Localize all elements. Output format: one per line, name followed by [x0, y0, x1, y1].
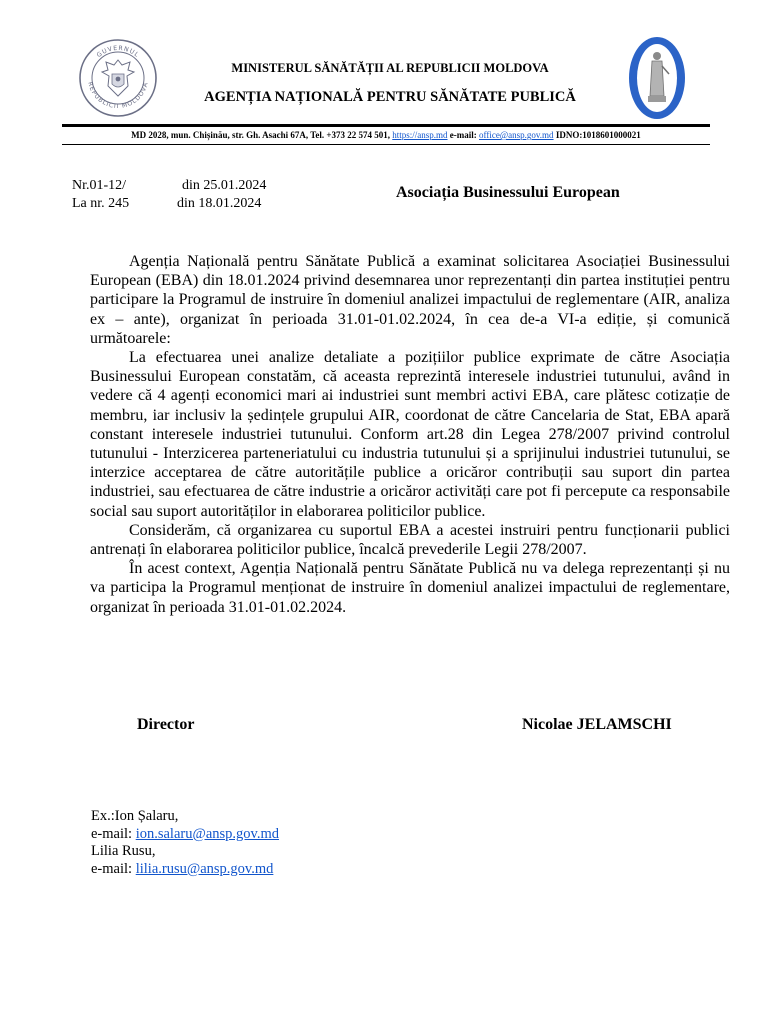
email-label: e-mail: — [447, 130, 480, 140]
paragraph: În acest context, Agenția Națională pentru Sănătate Publică nu va delega reprezentanți și nu va participa la Programul menționat de instruire în domeniul analizei impactului de reglementare, organizat în perioada 31.01-01.02.2024. — [90, 560, 730, 616]
idno-text: IDNO:1018601000021 — [553, 130, 641, 140]
website-link[interactable]: https://ansp.md — [392, 130, 448, 140]
paragraph: La efectuarea unei analize detaliate a pozițiilor publice exprimate de către Asociația Businessului European constatăm, că aceasta reprezintă interesele industriei tutunului, având in vedere că 4 agenți economici mari ai industriei sunt membri activi EBA, care plătesc cotizație de membru, iar inclusiv la ședințele grupului AIR, coordonat de către Cancelaria de Stat, EBA apară constant interesele industriei tutunului. Conform art.28 din Legea 278/2007 privind controlul tutunului - Interzicerea parteneriatului cu industria tutunului și a sprijinului industriei tutunului, se interzice acceptarea de către autoritățile publice a oricăror contribuții sau suport din partea industriei, sau efectuarea de către industrie a oricăror activități care pot fi percepute ca responsabile social sau suport autorităților in elaborarea politicilor publice. — [90, 349, 730, 520]
executor-name: Lilia Rusu, — [91, 843, 156, 859]
reference-number: Nr.01-12/ — [72, 178, 127, 193]
executor-email-link[interactable]: ion.salaru@ansp.gov.md — [135, 825, 279, 842]
seal-left-lettering: GUVERNUL — [95, 44, 141, 60]
executor-email-link[interactable]: lilia.rusu@ansp.gov.md — [135, 860, 274, 877]
header-rule-thick — [62, 124, 710, 127]
ministry-heading: MINISTERUL SĂNĂTĂȚII AL REPUBLICII MOLDOVA — [231, 61, 549, 75]
email-label: e-mail: — [91, 860, 136, 877]
agency-emblem-logo — [628, 36, 686, 120]
office-email-link[interactable]: office@ansp.gov.md — [479, 130, 554, 140]
email-label: e-mail: — [91, 825, 136, 842]
signature-name: Nicolae JELAMSCHI — [522, 716, 672, 733]
signature-title: Director — [137, 716, 195, 733]
svg-text:REPUBLICII MOLDOVA: REPUBLICII MOLDOVA — [86, 81, 150, 111]
executor-line: Ex.:Ion Șalaru, — [91, 808, 179, 824]
incoming-number: La nr. 245 — [72, 196, 130, 211]
contact-line — [62, 130, 710, 140]
reference-date: din 25.01.2024 — [182, 178, 267, 193]
paragraph: Agenția Națională pentru Sănătate Publică a examinat solicitarea Asociației Businessului European (EBA) din 18.01.2024 privind desemnarea unor reprezentanți din partea instituției pentru participare la Programul de instruire în domeniul analizei impactului de reglementare (AIR, analiza ex – ante), organizat în perioada 31.01-01.02.2024, în cea de-a VI-a ediție, și comunică următoarele: — [90, 253, 730, 347]
header-rule-thin — [62, 144, 710, 145]
addressee: Asociația Businessului European — [396, 184, 620, 201]
executors-block — [91, 808, 279, 878]
letter-body — [90, 252, 730, 617]
agency-heading: AGENȚIA NAȚIONALĂ PENTRU SĂNĂTATE PUBLICĂ — [204, 89, 576, 105]
paragraph: Considerăm, că organizarea cu suportul EBA a acestei instruiri pentru funcționarii publici antrenați în elaborarea politicilor publice, încalcă prevederile Legii 278/2007. — [90, 521, 730, 559]
contact-address: MD 2028, mun. Chișinău, str. Gh. Asachi 67A, Tel. +373 22 574 501, — [131, 130, 393, 140]
government-seal-logo — [78, 38, 158, 118]
incoming-date: din 18.01.2024 — [177, 196, 262, 211]
